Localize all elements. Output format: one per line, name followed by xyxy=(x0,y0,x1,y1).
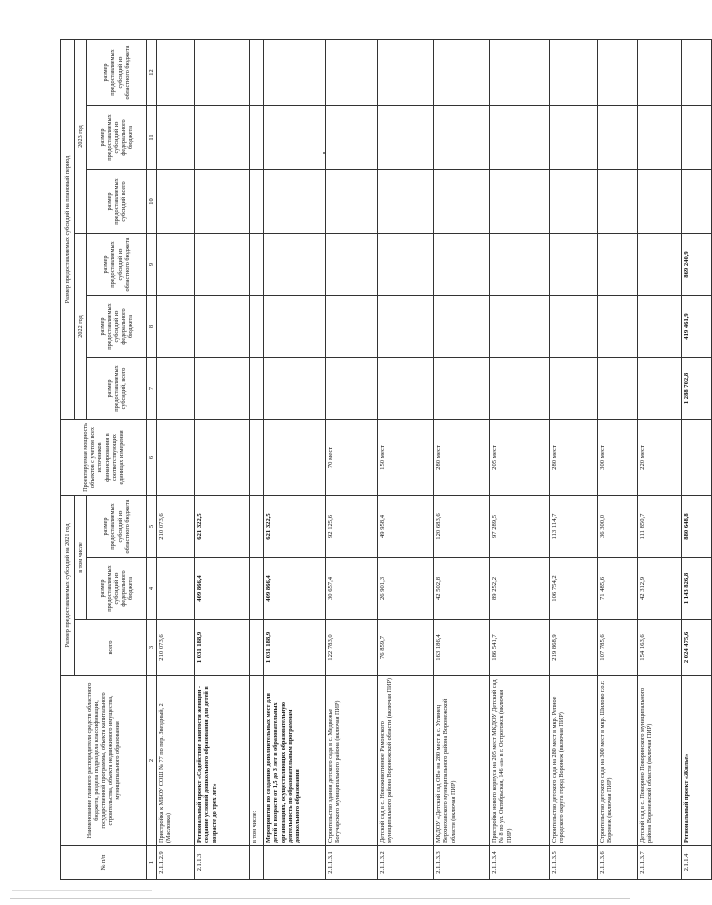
row-power xyxy=(195,420,250,496)
row-total-2021: 163 186,4 xyxy=(434,620,490,676)
row-obl-2022 xyxy=(378,234,434,296)
row-total-2022 xyxy=(264,358,326,420)
row-fed-2021: 89 252,2 xyxy=(490,558,550,620)
row-total-2023 xyxy=(598,170,638,234)
row-fed-2023 xyxy=(157,106,195,170)
row-total-2021: 2 024 475,6 xyxy=(682,620,712,676)
row-fed-2023 xyxy=(434,106,490,170)
row-number: 2.1.1.3.1 xyxy=(326,846,378,880)
row-power: 70 мест xyxy=(326,420,378,496)
row-obl-2023 xyxy=(598,39,638,105)
row-obl-2022 xyxy=(598,234,638,296)
colnum: 12 xyxy=(147,39,157,105)
row-fed-2021: 1 143 826,8 xyxy=(682,558,712,620)
row-total-2023 xyxy=(550,170,598,234)
row-fed-2023 xyxy=(264,106,326,170)
row-total-2022 xyxy=(434,358,490,420)
table-row xyxy=(682,39,712,879)
row-total-2022 xyxy=(326,358,378,420)
table-row xyxy=(250,39,264,879)
row-obl-2023 xyxy=(638,39,682,105)
row-fed-2022 xyxy=(250,296,264,358)
row-obl-2021: 621 322,5 xyxy=(195,496,250,558)
row-number: 2.1.1.3.5 xyxy=(550,846,598,880)
row-fed-2021 xyxy=(250,558,264,620)
row-fed-2022 xyxy=(157,296,195,358)
row-obl-2022 xyxy=(434,234,490,296)
header-total-2022: размер предоставляемых субсидий, всего xyxy=(87,358,147,420)
row-fed-2022 xyxy=(326,296,378,358)
rotated-table-wrapper xyxy=(60,40,691,880)
row-total-2023 xyxy=(250,170,264,234)
row-obl-2021: 120 683,6 xyxy=(434,496,490,558)
header-obl-2022: размер предоставляемых субсидий из областного бюджета xyxy=(87,234,147,296)
table-row xyxy=(157,39,195,879)
row-fed-2022: 419 461,9 xyxy=(682,296,712,358)
colnum: 1 xyxy=(147,846,157,880)
row-name: Детский сад в с. Поворино Поворинского муниципального района Воронежской области (включая ПИР) xyxy=(638,676,682,846)
row-fed-2022 xyxy=(550,296,598,358)
colnum: 9 xyxy=(147,234,157,296)
row-fed-2023 xyxy=(490,106,550,170)
row-obl-2022 xyxy=(638,234,682,296)
row-name: МКДОУ «Детский сад ОВ» на 280 мест в с. Углянец Верхнехавского муниципального района Воронежской области (включая ПИР) xyxy=(434,676,490,846)
row-fed-2022 xyxy=(598,296,638,358)
row-total-2023 xyxy=(326,170,378,234)
row-fed-2021: 71 485,6 xyxy=(598,558,638,620)
table-row xyxy=(195,39,250,879)
row-obl-2022 xyxy=(550,234,598,296)
row-fed-2023 xyxy=(598,106,638,170)
row-obl-2022 xyxy=(264,234,326,296)
colnum: 3 xyxy=(147,620,157,676)
row-obl-2023 xyxy=(195,39,250,105)
row-name: Строительство детского сада на 300 мест в мкр. Шилово г.о.г. Воронеж (включая ПИР) xyxy=(598,676,638,846)
row-fed-2022 xyxy=(434,296,490,358)
row-total-2021: 1 031 188,9 xyxy=(264,620,326,676)
row-obl-2021: 97 289,5 xyxy=(490,496,550,558)
row-number: 2.1.1.3.4 xyxy=(490,846,550,880)
row-total-2021: 154 163,6 xyxy=(638,620,682,676)
row-power: 150 мест xyxy=(378,420,434,496)
row-obl-2021: 113 114,7 xyxy=(550,496,598,558)
table-row xyxy=(378,39,434,879)
row-total-2023 xyxy=(157,170,195,234)
column-number-row xyxy=(147,39,157,879)
table-row xyxy=(550,39,598,879)
header-incl: в том числе xyxy=(75,496,87,620)
row-fed-2021 xyxy=(157,558,195,620)
row-name: Пристройка нового корпуса на 205 мест МКДОУ Детский сад № 8 по ул. Октябрьская, 146 «а» в г. Острогожск (включая ПИР) xyxy=(490,676,550,846)
row-total-2021 xyxy=(250,620,264,676)
row-fed-2021: 30 657,4 xyxy=(326,558,378,620)
row-fed-2022 xyxy=(638,296,682,358)
table-row xyxy=(326,39,378,879)
row-total-2023 xyxy=(638,170,682,234)
row-total-2022 xyxy=(378,358,434,420)
header-num: № п/п xyxy=(61,846,147,880)
row-obl-2021: 111 850,7 xyxy=(638,496,682,558)
row-fed-2023 xyxy=(638,106,682,170)
row-power xyxy=(264,420,326,496)
row-fed-2021: 409 866,4 xyxy=(195,558,250,620)
row-total-2021: 107 785,6 xyxy=(598,620,638,676)
row-fed-2023 xyxy=(250,106,264,170)
row-fed-2023 xyxy=(195,106,250,170)
row-obl-2023 xyxy=(264,39,326,105)
row-obl-2021: 621 322,5 xyxy=(264,496,326,558)
colnum: 5 xyxy=(147,496,157,558)
row-obl-2023 xyxy=(250,39,264,105)
row-name: Региональный проект «Жилье» xyxy=(682,676,712,846)
header-obl-2021: размер предоставляемых субсидий из областного бюджета xyxy=(87,496,147,558)
row-total-2021: 76 859,7 xyxy=(378,620,434,676)
row-total-2021: 219 868,9 xyxy=(550,620,598,676)
row-total-2022 xyxy=(157,358,195,420)
row-total-2022 xyxy=(195,358,250,420)
row-total-2023 xyxy=(434,170,490,234)
row-number: 2.1.1.3.3 xyxy=(434,846,490,880)
header-power: Проектируемая мощность объектов с учетом всех источников финансирования в соответствующих единицах измерения xyxy=(61,420,147,496)
row-total-2021: 122 783,0 xyxy=(326,620,378,676)
row-fed-2023 xyxy=(682,106,712,170)
row-obl-2023 xyxy=(378,39,434,105)
row-fed-2022 xyxy=(195,296,250,358)
row-obl-2022 xyxy=(326,234,378,296)
row-number xyxy=(264,846,326,880)
row-power xyxy=(682,420,712,496)
row-fed-2023 xyxy=(550,106,598,170)
header-year-2023: 2023 год xyxy=(75,39,87,233)
row-total-2021: 1 031 188,9 xyxy=(195,620,250,676)
row-number: 2.1.1.3.7 xyxy=(638,846,682,880)
row-total-2023 xyxy=(195,170,250,234)
row-obl-2021: 880 648,8 xyxy=(682,496,712,558)
row-obl-2022 xyxy=(195,234,250,296)
header-fed-2023: размер предоставляемых субсидий из федерального бюджета xyxy=(87,106,147,170)
row-power xyxy=(250,420,264,496)
row-power xyxy=(157,420,195,496)
row-power: 205 мест xyxy=(490,420,550,496)
subsidy-table xyxy=(60,39,712,880)
header-fed-2021: размер предоставляемых субсидий из федерального бюджета xyxy=(87,558,147,620)
row-total-2023 xyxy=(490,170,550,234)
table-body xyxy=(157,39,712,879)
header-total: всего xyxy=(75,620,147,676)
row-total-2022 xyxy=(250,358,264,420)
row-number: 2.1.1.3.2 xyxy=(378,846,434,880)
row-obl-2021: 92 125,6 xyxy=(326,496,378,558)
row-name: Пристройка к МБОУ СОШ № 77 по пер. Звездный, 2 (Масловка) xyxy=(157,676,195,846)
row-power: 300 мест xyxy=(598,420,638,496)
row-power: 280 мест xyxy=(550,420,598,496)
row-fed-2023 xyxy=(378,106,434,170)
row-obl-2023 xyxy=(434,39,490,105)
bleed-through-line xyxy=(12,890,152,891)
row-fed-2023 xyxy=(326,106,378,170)
row-obl-2021 xyxy=(250,496,264,558)
row-fed-2022 xyxy=(264,296,326,358)
colnum: 11 xyxy=(147,106,157,170)
row-number: 2.1.1.3.6 xyxy=(598,846,638,880)
header-group-plan: Размер предоставляемых субсидий на плановый период xyxy=(61,39,75,419)
row-total-2022 xyxy=(550,358,598,420)
row-obl-2022 xyxy=(157,234,195,296)
row-fed-2021: 409 866,4 xyxy=(264,558,326,620)
row-fed-2021: 106 754,2 xyxy=(550,558,598,620)
row-name: Мероприятия по созданию дополнительных мест для детей в возрасте от 1,5 до 3 лет в образовательных организациях, осуществляющих образовательную деятельность по образовательным программам дошкольного образования xyxy=(264,676,326,846)
row-obl-2021: 36 300,0 xyxy=(598,496,638,558)
row-name: Региональный проект «Содействие занятости женщин - создание условий дошкольного образования для детей в возрасте до трех лет» xyxy=(195,676,250,846)
row-fed-2021: 42 502,8 xyxy=(434,558,490,620)
row-number: 2.1.1.4 xyxy=(682,846,712,880)
row-number: 2.1.1.2.9 xyxy=(157,846,195,880)
row-obl-2023 xyxy=(490,39,550,105)
row-total-2022 xyxy=(638,358,682,420)
table-row xyxy=(598,39,638,879)
row-fed-2021: 42 312,9 xyxy=(638,558,682,620)
row-obl-2021: 49 958,4 xyxy=(378,496,434,558)
header-year-2022: 2022 год xyxy=(75,234,87,420)
row-total-2022: 1 288 702,8 xyxy=(682,358,712,420)
row-name: Строительство детского сада на 280 мест в мкр. Репное городского округа город Воронеж (включая ПИР) xyxy=(550,676,598,846)
row-number xyxy=(250,846,264,880)
row-total-2022 xyxy=(598,358,638,420)
header-fed-2022: размер предоставляемых субсидий из федерального бюджета xyxy=(87,296,147,358)
row-name: Строительство здания детского сада в с. Медвежье Богучарского муниципального района (включая ПИР) xyxy=(326,676,378,846)
page-edge xyxy=(10,898,630,899)
row-total-2023 xyxy=(378,170,434,234)
row-fed-2022 xyxy=(490,296,550,358)
header-group-2021: Размер предоставляемых субсидий на 2021 год xyxy=(61,496,75,676)
colnum: 7 xyxy=(147,358,157,420)
table-row xyxy=(638,39,682,879)
table-row xyxy=(490,39,550,879)
row-obl-2023 xyxy=(326,39,378,105)
row-obl-2021: 210 073,6 xyxy=(157,496,195,558)
row-power: 280 мест xyxy=(434,420,490,496)
header-total-2023: размер предоставляемых субсидий всего xyxy=(87,170,147,234)
table-row xyxy=(434,39,490,879)
row-name: Детский сад в с. Новоживотинное Рамонского муниципального района Воронежской области (включая ПИР) xyxy=(378,676,434,846)
row-obl-2023 xyxy=(157,39,195,105)
colnum: 8 xyxy=(147,296,157,358)
row-fed-2022 xyxy=(378,296,434,358)
colnum: 2 xyxy=(147,676,157,846)
colnum: 10 xyxy=(147,170,157,234)
row-fed-2021: 26 901,3 xyxy=(378,558,434,620)
row-obl-2023 xyxy=(682,39,712,105)
row-name: в том числе: xyxy=(250,676,264,846)
row-total-2021: 210 073,6 xyxy=(157,620,195,676)
row-number: 2.1.1.3 xyxy=(195,846,250,880)
row-obl-2022 xyxy=(490,234,550,296)
row-obl-2023 xyxy=(550,39,598,105)
row-total-2023 xyxy=(264,170,326,234)
row-obl-2022: 869 240,9 xyxy=(682,234,712,296)
header-obl-2023: размер предоставляемых субсидий из областного бюджета xyxy=(87,39,147,105)
row-total-2023 xyxy=(682,170,712,234)
colnum: 6 xyxy=(147,420,157,496)
header-name: Наименование главного распорядителя средств областного бюджета, раздела подраздела классификации, государственной программы, объекта капитального строительства, объекта недвижимого имущества, муниципального образования xyxy=(61,676,147,846)
row-power: 220 мест xyxy=(638,420,682,496)
row-total-2022 xyxy=(490,358,550,420)
table-row xyxy=(264,39,326,879)
colnum: 4 xyxy=(147,558,157,620)
row-total-2021: 186 541,7 xyxy=(490,620,550,676)
row-obl-2022 xyxy=(250,234,264,296)
